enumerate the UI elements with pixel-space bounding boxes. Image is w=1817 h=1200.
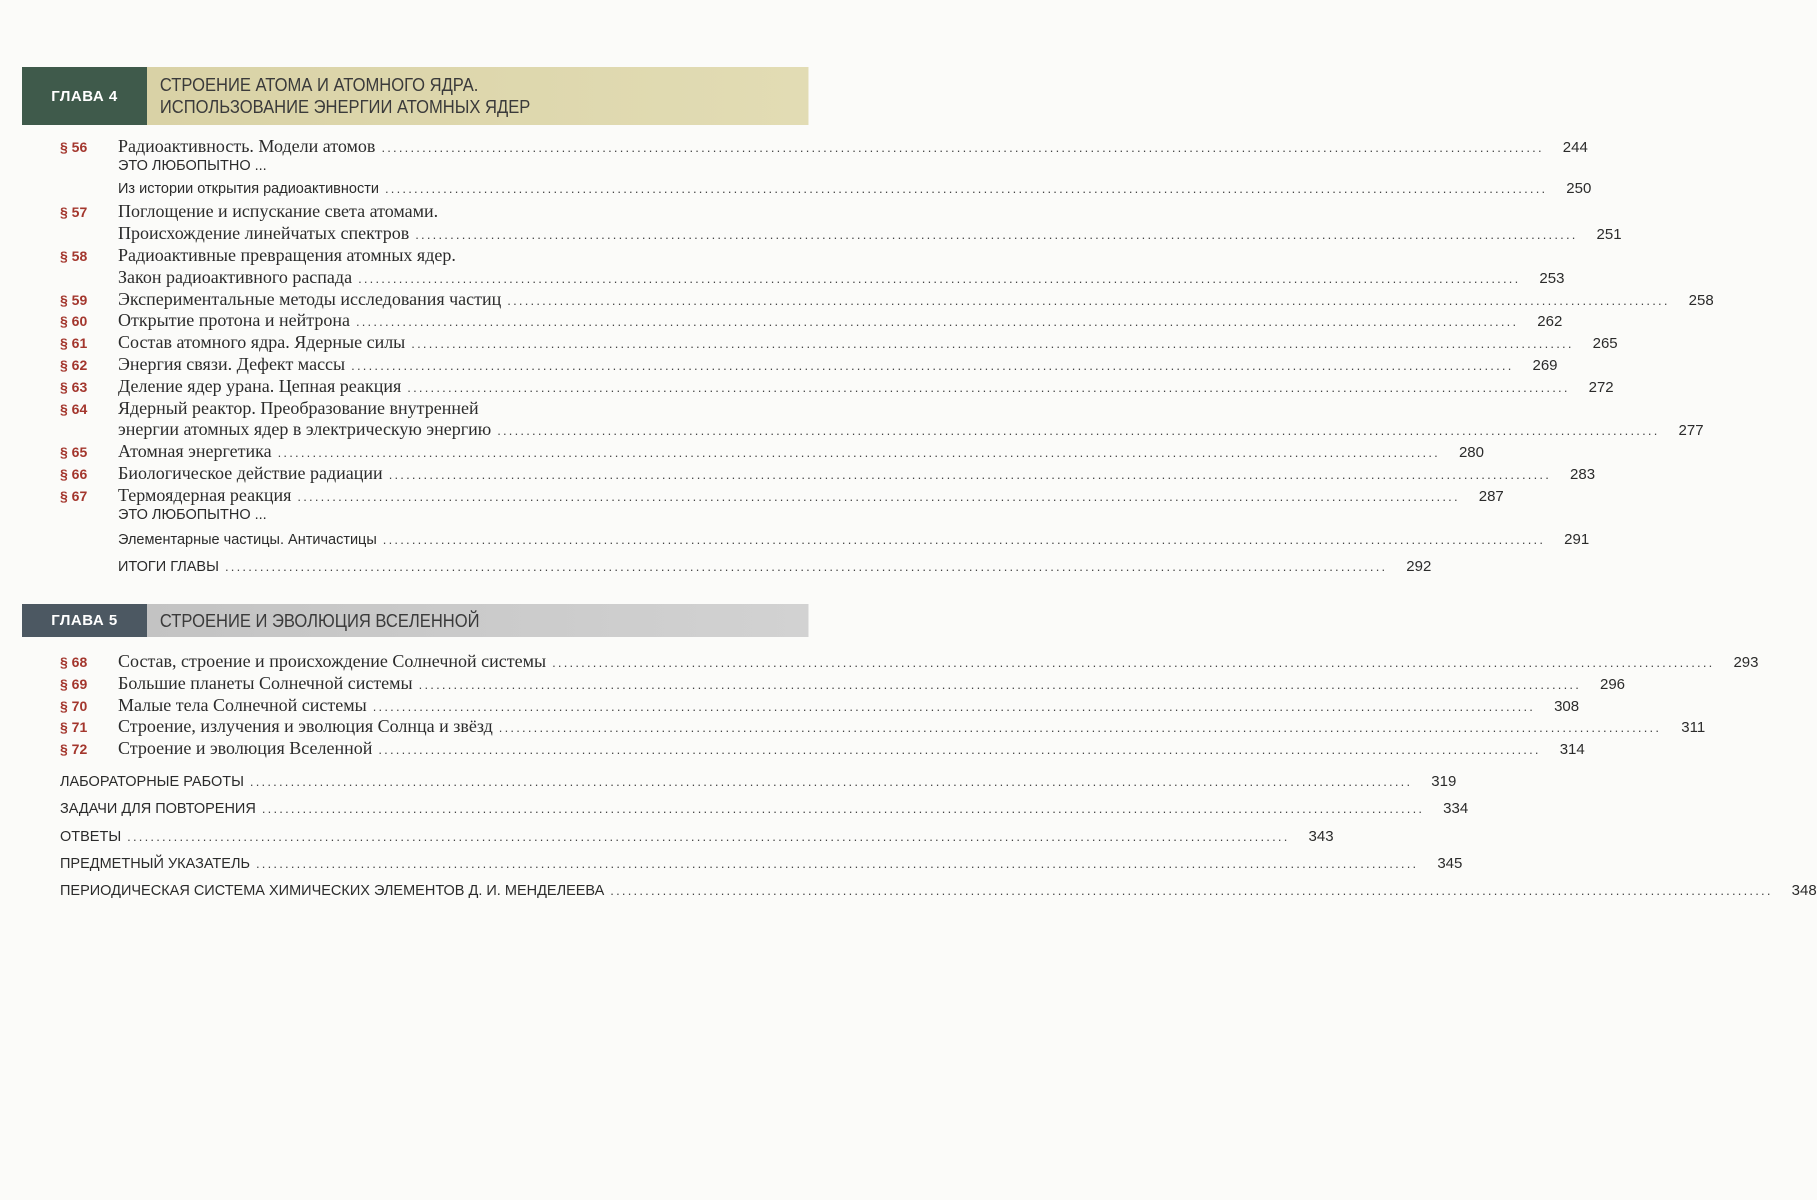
page-number: 269 [1532, 357, 1558, 374]
entry-title[interactable]: Биологическое действие радиации [118, 463, 383, 483]
chapter-4-label: ГЛАВА 4 [22, 67, 147, 125]
toc-entry[interactable] [60, 558, 1432, 580]
toc-entry[interactable] [60, 484, 1504, 507]
entry-title[interactable]: Поглощение и испускание света атомами. [118, 201, 439, 222]
section-number: § 67 [60, 487, 88, 504]
section-number: § 66 [60, 466, 88, 482]
entry-title[interactable]: Экспериментальные методы исследования частиц [118, 288, 502, 309]
page-number: 287 [1478, 487, 1504, 505]
page-number: 334 [1443, 800, 1469, 818]
entry-title[interactable]: Из истории открытия радиоактивности [118, 180, 379, 197]
toc-entry[interactable] [60, 694, 1580, 717]
dot-leader: ........................................................................................................................................................................................................ [378, 742, 1541, 758]
toc-entry[interactable] [60, 651, 1759, 673]
appendix-entry[interactable] [60, 773, 1457, 795]
page-number: 345 [1437, 854, 1463, 872]
entry-title[interactable]: Деление ядер урана. Цепная реакция [118, 375, 402, 396]
dot-leader: ........................................................................................................................................................................................................ [507, 292, 1670, 308]
entry-title[interactable]: ПЕРИОДИЧЕСКАЯ СИСТЕМА ХИМИЧЕСКИХ ЭЛЕМЕНТОВ Д. И. МЕНДЕЛЕЕВА [60, 883, 605, 900]
chapter-5-header [22, 604, 866, 637]
page-number: 277 [1678, 422, 1704, 440]
page-number: 280 [1458, 444, 1484, 462]
dot-leader: ........................................................................................................................................................................................................ [355, 314, 1519, 330]
dot-leader: ........................................................................................................................................................................................................ [388, 467, 1552, 482]
entry-title[interactable]: ОТВЕТЫ [60, 828, 122, 845]
dot-leader: ........................................................................................................................................................................................................ [381, 140, 1544, 155]
toc-entry[interactable] [60, 179, 1592, 202]
section-number: § 61 [60, 335, 88, 352]
page-number: 308 [1554, 697, 1580, 715]
dot-leader: ........................................................................................................................................................................................................ [384, 180, 1548, 196]
toc-entry[interactable] [60, 419, 1704, 441]
chapter-4-title-line-2: ИСПОЛЬЗОВАНИЕ ЭНЕРГИИ АТОМНЫХ ЯДЕР [159, 97, 531, 117]
toc-entry[interactable] [60, 375, 1614, 398]
page-number: 272 [1588, 378, 1614, 396]
chapter-4-title [147, 67, 808, 125]
dot-leader: ........................................................................................................................................................................................................ [127, 828, 1290, 844]
page-number: 293 [1733, 654, 1759, 671]
entry-title[interactable]: Строение и эволюция Вселенной [118, 738, 373, 759]
dot-leader: ........................................................................................................................................................................................................ [382, 532, 1546, 548]
page-number: 253 [1539, 269, 1565, 287]
entry-title[interactable]: ЭТО ЛЮБОПЫТНО ... [118, 157, 267, 174]
entry-title[interactable]: ЗАДАЧИ ДЛЯ ПОВТОРЕНИЯ [60, 801, 256, 818]
appendix-entry[interactable] [60, 827, 1334, 850]
section-number: § 58 [60, 248, 88, 264]
entry-title[interactable]: Энергия связи. Дефект массы [118, 354, 346, 374]
page-number: 250 [1566, 179, 1592, 197]
entry-title[interactable]: Радиоактивные превращения атомных ядер. [118, 245, 456, 265]
section-number: § 70 [60, 697, 88, 714]
toc-entry[interactable] [60, 507, 837, 529]
entry-title[interactable]: Атомная энергетика [118, 441, 272, 462]
dot-leader: ........................................................................................................................................................................................................ [255, 855, 1419, 871]
page-number: 343 [1308, 827, 1334, 845]
dot-leader: ........................................................................................................................................................................................................ [358, 270, 1521, 286]
entry-title[interactable]: Элементарные частицы. Античастицы [118, 532, 377, 549]
toc-entry[interactable] [60, 223, 1622, 245]
toc-entry[interactable] [60, 245, 837, 267]
dot-leader: ........................................................................................................................................................................................................ [415, 227, 1578, 243]
appendix-entry[interactable] [60, 854, 1463, 877]
page-number: 265 [1592, 335, 1618, 353]
appendix-entry[interactable] [60, 882, 1817, 904]
entry-title[interactable]: Малые тела Солнечной системы [118, 694, 367, 715]
entry-title[interactable]: Ядерный реактор. Преобразование внутренней [118, 397, 479, 418]
entry-title[interactable]: Происхождение линейчатых спектров [118, 223, 410, 244]
section-number: § 64 [60, 400, 88, 417]
entry-title[interactable]: Большие планеты Солнечной системы [118, 672, 413, 693]
page-number: 291 [1564, 531, 1590, 549]
page-number: 251 [1596, 226, 1622, 244]
dot-leader: ........................................................................................................................................................................................................ [351, 358, 1514, 373]
dot-leader: ........................................................................................................................................................................................................ [372, 698, 1536, 714]
page-number: 262 [1537, 313, 1563, 331]
entry-title[interactable]: ПРЕДМЕТНЫЙ УКАЗАТЕЛЬ [60, 855, 250, 872]
section-number: § 60 [60, 313, 88, 330]
chapter-5-label: ГЛАВА 5 [22, 604, 147, 637]
toc-entry[interactable] [60, 201, 837, 223]
dot-leader: ........................................................................................................................................................................................................ [224, 559, 1388, 575]
section-number: § 59 [60, 291, 88, 308]
dot-leader: ........................................................................................................................................................................................................ [610, 883, 1773, 899]
section-number: § 65 [60, 444, 88, 461]
toc-entry[interactable] [60, 716, 1706, 738]
page-number: 348 [1791, 882, 1817, 900]
page-number: 283 [1570, 466, 1596, 483]
page-number: 244 [1562, 139, 1588, 156]
dot-leader: ........................................................................................................................................................................................................ [261, 801, 1425, 817]
section-number: § 69 [60, 675, 88, 692]
toc-entry[interactable] [60, 158, 837, 180]
page-number: 296 [1600, 675, 1626, 693]
dot-leader: ........................................................................................................................................................................................................ [249, 774, 1413, 789]
entry-title[interactable]: энергии атомных ядер в электрическую энергию [118, 419, 492, 440]
entry-title[interactable]: Открытие протона и нейтрона [118, 310, 350, 331]
toc-entry[interactable] [60, 288, 1714, 311]
page-number: 319 [1431, 773, 1457, 790]
page-number: 314 [1559, 741, 1585, 759]
dot-leader: ........................................................................................................................................................................................................ [552, 655, 1715, 670]
toc-entry[interactable] [60, 738, 1585, 760]
entry-title[interactable]: Строение, излучения и эволюция Солнца и звёзд [118, 716, 493, 737]
toc-entry[interactable] [60, 332, 1618, 354]
dot-leader: ........................................................................................................................................................................................................ [297, 488, 1460, 504]
toc-entry[interactable] [60, 354, 1558, 376]
dot-leader: ........................................................................................................................................................................................................ [497, 423, 1660, 439]
section-number: § 57 [60, 204, 88, 221]
chapter-4-title-line-1: СТРОЕНИЕ АТОМА И АТОМНОГО ЯДРА. [159, 75, 479, 95]
section-number: § 62 [60, 357, 88, 373]
dot-leader: ........................................................................................................................................................................................................ [498, 720, 1662, 736]
entry-title[interactable]: Состав, строение и происхождение Солнечной системы [118, 651, 547, 671]
page-number: 311 [1681, 719, 1706, 737]
section-number: § 72 [60, 741, 88, 758]
section-number: § 68 [60, 654, 88, 670]
entry-title[interactable]: Термоядерная реакция [118, 484, 292, 505]
page-number: 292 [1406, 558, 1432, 576]
toc-entry[interactable] [60, 463, 1596, 485]
dot-leader: ........................................................................................................................................................................................................ [277, 445, 1440, 461]
toc-entry[interactable] [60, 441, 1484, 463]
entry-title[interactable]: ЭТО ЛЮБОПЫТНО ... [118, 506, 267, 523]
section-number: § 63 [60, 378, 88, 395]
entry-title[interactable]: Состав атомного ядра. Ядерные силы [118, 332, 406, 353]
toc-entry[interactable] [60, 531, 1590, 553]
section-number: § 56 [60, 139, 88, 155]
toc-entry[interactable] [60, 266, 1565, 289]
entry-title[interactable]: Закон радиоактивного распада [118, 266, 353, 287]
chapter-5-title [147, 604, 808, 637]
dot-leader: ........................................................................................................................................................................................................ [411, 336, 1574, 352]
dot-leader: ........................................................................................................................................................................................................ [407, 379, 1570, 395]
appendix-entry[interactable] [60, 800, 1469, 822]
dot-leader: ........................................................................................................................................................................................................ [418, 676, 1582, 692]
chapter-4-header [22, 67, 866, 125]
toc-entry[interactable] [60, 310, 1563, 332]
section-number: § 71 [60, 719, 88, 736]
toc-entry[interactable] [60, 672, 1626, 695]
entry-title[interactable]: ИТОГИ ГЛАВЫ [118, 559, 219, 576]
entry-title[interactable]: Радиоактивность. Модели атомов [118, 136, 376, 156]
toc-entry[interactable] [60, 398, 837, 420]
chapter-5-title-line-1: СТРОЕНИЕ И ЭВОЛЮЦИЯ ВСЕЛЕННОЙ [159, 610, 480, 631]
toc-entry[interactable] [60, 136, 1588, 158]
page-number: 258 [1688, 291, 1714, 309]
entry-title[interactable]: ЛАБОРАТОРНЫЕ РАБОТЫ [60, 774, 244, 790]
